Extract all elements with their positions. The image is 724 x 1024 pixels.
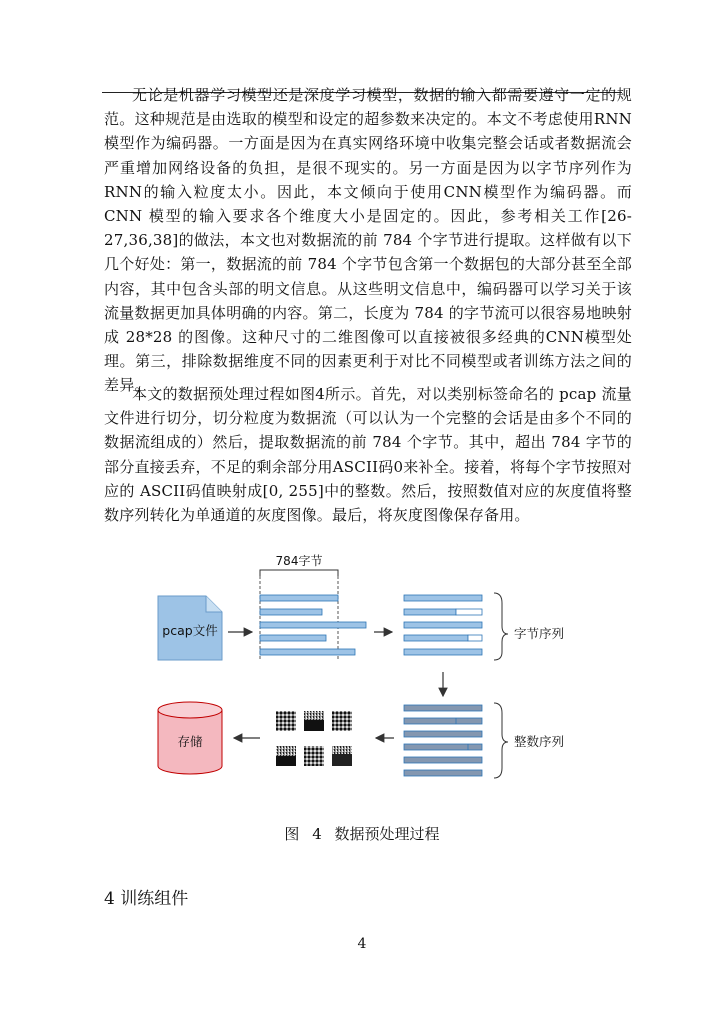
- padded-byte-bar: [404, 622, 482, 628]
- grayscale-image: [332, 711, 352, 731]
- integer-bar: [404, 744, 482, 750]
- figure-caption: [0, 823, 724, 844]
- integer-bar: [404, 731, 482, 737]
- brace-integer-sequence: [494, 703, 508, 778]
- raw-byte-bar: [260, 635, 326, 641]
- caption-fig-number: 4: [312, 825, 322, 843]
- padded-byte-bar: [404, 635, 468, 641]
- integer-bar: [404, 770, 482, 776]
- grayscale-images: [276, 711, 352, 766]
- section-heading: 4 训练组件: [104, 889, 189, 909]
- raw-byte-bar: [260, 595, 338, 601]
- padded-byte-bar: [404, 609, 456, 615]
- raw-byte-bars: [260, 595, 366, 655]
- raw-byte-bar: [260, 622, 366, 628]
- grayscale-image-dark-band: [276, 756, 296, 766]
- integer-bar: [404, 705, 482, 711]
- raw-byte-bar: [260, 649, 355, 655]
- caption-fig-word: 图: [284, 825, 300, 843]
- brace-784-bytes: [260, 570, 338, 576]
- grayscale-image-dark-band: [304, 720, 324, 731]
- label-storage: 存储: [177, 734, 203, 749]
- paragraph-preprocessing-steps: 本文的数据预处理过程如图4所示。首先，对以类别标签命名的 pcap 流量文件进行切分，切分粒度为数据流（可以认为一个完整的会话是由多个不同的数据流组成的）然后，提取数据流的前 784 个字节。其中，超出 784 字节的部分直接丢弃，不足的剩余部分用ASCII码0来补全。接着，将每个字节按照对应的 ASCII码值映射成[0, 255]中的整数。然后，按照数值对应的灰度值将整数序列转化为单通道的灰度图像。最后，将灰度图像保存备用。: [104, 385, 632, 525]
- brace-byte-sequence: [494, 593, 508, 660]
- padded-byte-bars: [404, 595, 482, 655]
- grayscale-image-dark-band: [332, 754, 352, 766]
- padded-byte-bar: [404, 649, 482, 655]
- label-byte-sequence: 字节序列: [514, 626, 565, 641]
- padded-byte-bar: [404, 595, 482, 601]
- label-integer-sequence: 整数序列: [514, 734, 565, 749]
- grayscale-image: [304, 746, 324, 766]
- grayscale-image: [276, 711, 296, 731]
- label-784-bytes: 784字节: [275, 554, 323, 568]
- padding-segment: [468, 635, 482, 641]
- paragraph-data-input-rationale: 无论是机器学习模型还是深度学习模型，数据的输入都需要遵守一定的规范。这种规范是由选取的模型和设定的超参数来决定的。本文不考虑使用RNN模型作为编码器。一方面是因为在真实网络环境中收集完整会话或者数据流会严重增加网络设备的负担，是很不现实的。另一方面是因为以字节序列作为RNN的输入粒度太小。因此，本文倾向于使用CNN模型作为编码器。而 CNN 模型的输入要求各个维度大小是固定的。因此，参考相关工作[26-27,36,38]的做法，本文也对数据流的前 784 个字节进行提取。这样做有以下几个好处：第一，数据流的前 784 个字节包含第一个数据包的大部分甚至全部内容，其中包含头部的明文信息。从这些明文信息中，编码器可以学习关于该流量数据更加具体明确的内容。第二，长度为 784 的字节流可以很容易地映射成 28*28 的图像。这种尺寸的二维图像可以直接被很多经典的CNN模型处理。第三，排除数据维度不同的因素更利于对比不同模型或者训练方法之间的差异。: [104, 86, 632, 395]
- label-pcap-file: pcap文件: [162, 623, 218, 638]
- caption-fig-title: 数据预处理过程: [334, 825, 440, 843]
- page-number: 4: [357, 936, 367, 952]
- figure-preprocessing-diagram: [148, 548, 588, 788]
- integer-bars: [404, 705, 482, 776]
- integer-bar: [404, 757, 482, 763]
- raw-byte-bar: [260, 609, 322, 615]
- padding-segment: [456, 609, 482, 615]
- integer-bar: [404, 718, 482, 724]
